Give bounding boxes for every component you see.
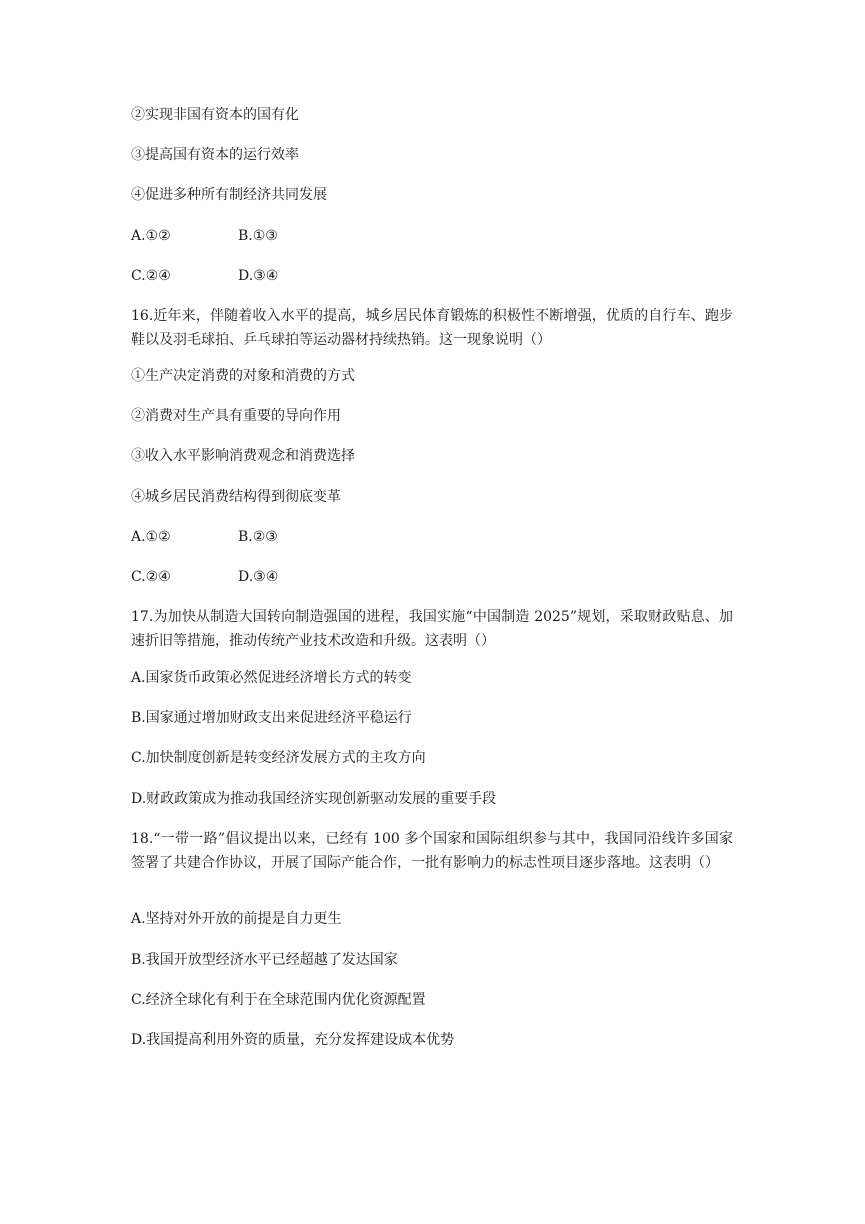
q18-option-c: C.经济全球化有利于在全球范围内优化资源配置 (131, 992, 426, 1008)
q16-stem: 16.近年来，伴随着收入水平的提高，城乡居民体育锻炼的积极性不断增强，优质的自行车、跑步鞋以及羽毛球拍、乒乓球拍等运动器材持续热销。这一现象说明（） (131, 308, 733, 348)
q15-item-3: ③提高国有资本的运行效率 (131, 147, 299, 163)
q17-option-c: C.加快制度创新是转变经济发展方式的主攻方向 (131, 750, 426, 766)
q15-option-d: D.③④ (238, 268, 279, 284)
q16-item-4: ④城乡居民消费结构得到彻底变革 (131, 489, 341, 505)
q17-option-d: D.财政政策成为推动我国经济实现创新驱动发展的重要手段 (131, 791, 497, 807)
q18-option-a: A.坚持对外开放的前提是自力更生 (131, 911, 342, 927)
q15-item-2: ②实现非国有资本的国有化 (131, 107, 299, 123)
q16-item-3: ③收入水平影响消费观念和消费选择 (131, 448, 355, 464)
q17-stem: 17.为加快从制造大国转向制造强国的进程，我国实施“中国制造 2025”规划，采取财政贴息、加速折旧等措施，推动传统产业技术改造和升级。这表明（） (131, 609, 733, 649)
q18-stem: 18.“一带一路”倡议提出以来，已经有 100 多个国家和国际组织参与其中，我国同沿线许多国家签署了共建合作协议，开展了国际产能合作，一批有影响力的标志性项目逐步落地。这表明（） (131, 831, 733, 871)
q15-option-b: B.①③ (238, 228, 278, 244)
q18-option-b: B.我国开放型经济水平已经超越了发达国家 (131, 952, 398, 968)
q16-option-b: B.②③ (238, 529, 278, 545)
q16-item-2: ②消费对生产具有重要的导向作用 (131, 408, 341, 424)
q16-option-c: C.②④ (131, 569, 171, 585)
q15-item-4: ④促进多种所有制经济共同发展 (131, 187, 327, 203)
q15-option-a: A.①② (131, 228, 171, 244)
q16-option-a: A.①② (131, 529, 171, 545)
q16-option-d: D.③④ (238, 569, 279, 585)
q16-item-1: ①生产决定消费的对象和消费的方式 (131, 368, 355, 384)
q15-option-c: C.②④ (131, 268, 171, 284)
q17-option-a: A.国家货币政策必然促进经济增长方式的转变 (131, 670, 412, 686)
q18-option-d: D.我国提高利用外资的质量，充分发挥建设成本优势 (131, 1032, 455, 1048)
q17-option-b: B.国家通过增加财政支出来促进经济平稳运行 (131, 710, 412, 726)
